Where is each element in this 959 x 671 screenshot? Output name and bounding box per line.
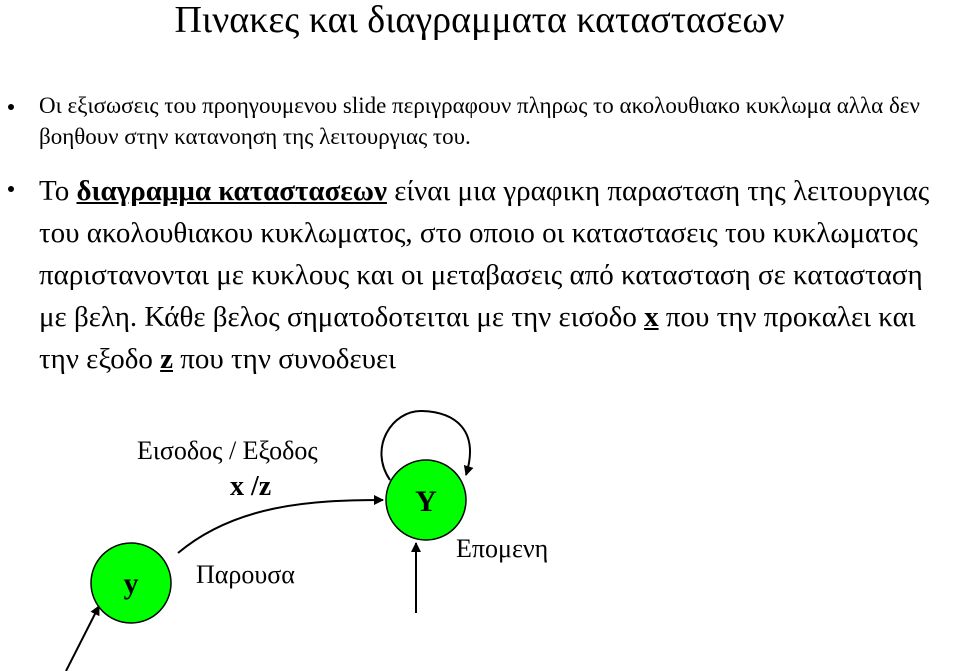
- bullet-2-prefix: Το: [39, 175, 77, 207]
- edge-label-title: Εισοδος / Εξοδος: [137, 436, 318, 465]
- state-diagram-term: διαγραμμα καταστασεων: [76, 175, 387, 207]
- present-state-letter: y: [123, 567, 139, 600]
- present-state-label: Παρουσα: [196, 560, 295, 589]
- input-variable: x: [644, 301, 659, 333]
- slide-title: Πινακες και διαγραμματα καταστασεων: [174, 0, 785, 41]
- output-variable: z: [160, 343, 174, 375]
- bullet-2-part-2: που την προκαλει και την εξοδο: [39, 301, 916, 375]
- transition-arrow: [178, 500, 383, 553]
- bullet-1-text: Οι εξισωσεις του προηγουμενου slide περιγραφουν πληρως το ακολουθιακο κυκλωμα αλλα δεν βοηθουν στην κατανοηση της λειτουργιας του.: [39, 93, 920, 149]
- bullet-2-part-1: είναι μια γραφικη παρασταση της λειτουργιας του ακολουθιακου κυκλωματος, στο οποιο οι καταστασεις του κυκλωματος παριστανονται με κυκλους και οι μεταβασεις από κατασταση σε κατασταση με βελη. Κάθε βελος σηματοδοτειται με την εισοδο: [39, 175, 930, 333]
- next-state-label: Επομενη: [456, 534, 549, 563]
- present-pointer-line: [66, 606, 99, 671]
- bullet-2-part-3: που την συνοδευει: [173, 343, 396, 375]
- next-state-letter: Y: [415, 485, 437, 518]
- edge-label-symbols: x /z: [230, 471, 272, 502]
